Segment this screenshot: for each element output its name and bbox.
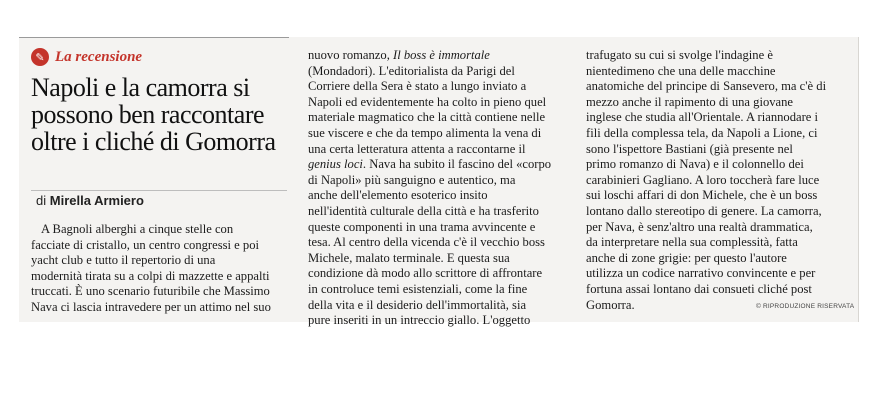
kicker-label: La recensione	[55, 48, 143, 65]
article-column-3: trafugato su cui si svolge l'indagine è nientedimeno che una delle macchine anatomiche del principe di Sansevero, ma c'è di mezzo anche il rapimento di una giovane inglese che studia all'Orientale. A riannodare i fili della complessa tela, da Napoli a Lione, ci sono l'ispettore Bastiani (già presente nel primo romanzo di Nava) e il colonnello dei carabinieri Gagliano. A loro toccherà fare luce sui loschi affari di don Michele, che è un boss lontano dallo stereotipo di genere. La camorra, per Nava, è senz'altro una realtà drammatica, da interpretare nella sua complessità, fatta anche di zone grigie: per questo l'autore utilizza un codice narrativo convincente e per fortuna assai lontano dai consueti cliché post Gomorra.	[586, 48, 827, 312]
article-column-1: A Bagnoli alberghi a cinque stelle con facciate di cristallo, un centro congressi e poi yacht club e tutto il repertorio di una modernità tirata su a colpi di mazzette e appalti truccati. È uno scenario futuribile che Massimo Nava ci lascia intravedere per un attimo nel suo	[31, 222, 271, 314]
byline-prefix: di	[36, 193, 47, 208]
col2-text-b: (Mondadori). L'editorialista da Parigi del Corriere della Sera è stato a lungo inviato a Napoli ed evidentemente ha colto in pieno quel materiale magmatico che la città contiene nelle sue viscere e che da tempo alimenta la vena di una certa letteratura attenta a raccontarne il	[308, 63, 547, 156]
byline	[36, 193, 144, 208]
book-title: Il boss è immortale	[393, 48, 490, 62]
col2-text-c: . Nava ha subito il fascino del «corpo di Napoli» più sanguigno e autentico, ma anche dell'elemento esoterico insito nell'identità culturale della città e ha trasferito queste componenti in una trama avvincente e tesa. Al centro della vicenda c'è il vecchio boss Michele, malato terminale. E questa sua condizione dà modo allo scrittore di affrontare in controluce temi esistenziali, come la fine della vita e il desiderio dell'immortalità, sia pure inseriti in un intreccio giallo. L'oggetto	[308, 157, 552, 328]
top-rule	[19, 37, 289, 38]
col2-text-a: nuovo romanzo,	[308, 48, 393, 62]
byline-author: Mirella Armiero	[49, 193, 144, 208]
article-column-2	[308, 48, 583, 329]
genius-loci: genius loci	[308, 157, 363, 172]
headline: Napoli e la camorra si possono ben raccontare oltre i cliché di Gomorra	[31, 73, 276, 156]
byline-rule	[31, 190, 287, 191]
pen-icon: ✎	[31, 48, 49, 66]
copyright-notice: © RIPRODUZIONE RISERVATA	[756, 303, 855, 310]
section-kicker	[31, 48, 142, 66]
